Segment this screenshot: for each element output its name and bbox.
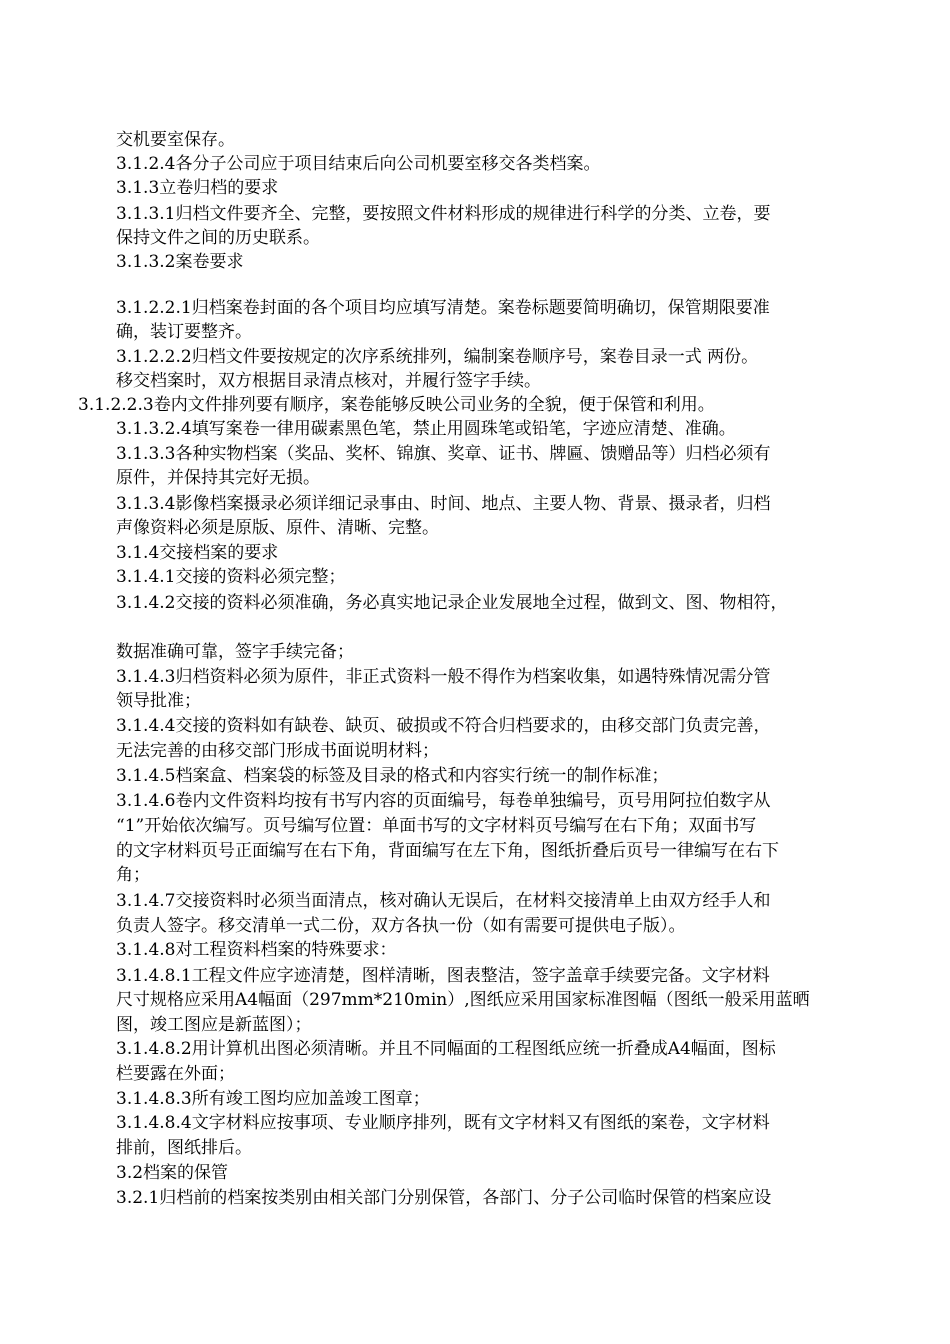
text-line: 排前，图纸排后。 — [116, 1138, 252, 1158]
text-line: 3.1.2.4各分子公司应于项目结束后向公司机要室移交各类档案。 — [116, 154, 601, 174]
text-line: 3.1.4.1交接的资料必须完整； — [116, 567, 346, 587]
text-line: 图，竣工图应是新蓝图）； — [116, 1015, 312, 1035]
text-line: 3.1.3.1归档文件要齐全、完整，要按照文件材料形成的规律进行科学的分类、立卷，要 — [116, 204, 771, 224]
text-line: 3.1.3.3各种实物档案（奖品、奖杯、锦旗、奖章、证书、牌匾、馈赠品等）归档必须有 — [116, 444, 771, 464]
text-line: 3.1.2.2.2归档文件要按规定的次序系统排列，编制案卷顺序号，案卷目录一式 两份。 — [116, 347, 759, 367]
text-line: 3.1.4.8.3所有竣工图均应加盖竣工图章； — [116, 1089, 430, 1109]
text-line: 3.1.4.7交接资料时必须当面清点，核对确认无误后，在材料交接清单上由双方经手人和 — [116, 891, 771, 911]
text-line: 原件，并保持其完好无损。 — [116, 468, 320, 488]
section-heading: 3.1.4交接档案的要求 — [116, 543, 279, 563]
text-line: 3.1.4.8.4文字材料应按事项、专业顺序排列，既有文字材料又有图纸的案卷，文字材料 — [116, 1113, 770, 1133]
text-line: 领导批准； — [116, 691, 201, 711]
text-line: 保持文件之间的历史联系。 — [116, 228, 320, 248]
text-line: 3.1.4.6卷内文件资料均按有书写内容的页面编号，每卷单独编号，页号用阿拉伯数字从 — [116, 791, 771, 811]
section-heading: 3.2档案的保管 — [116, 1163, 229, 1183]
text-line: 角； — [116, 865, 150, 885]
text-line: 声像资料必须是原版、原件、清晰、完整。 — [116, 518, 439, 538]
section-heading: 3.1.3.2案卷要求 — [116, 252, 244, 272]
text-line: 的文字材料页号正面编写在右下角，背面编写在左下角，图纸折叠后页号一律编写在右下 — [116, 841, 779, 861]
text-line: 负责人签字。移交清单一式二份，双方各执一份（如有需要可提供电子版）。 — [116, 916, 686, 936]
text-line: 3.1.4.8.2用计算机出图必须清晰。并且不同幅面的工程图纸应统一折叠成A4幅面，图标 — [116, 1039, 776, 1059]
text-line: “1”开始依次编写。页号编写位置：单面书写的文字材料页号编写在右下角；双面书写 — [116, 816, 757, 836]
text-line: 3.1.3.2.4填写案卷一律用碳素黑色笔，禁止用圆珠笔或铅笔，字迹应清楚、准确。 — [116, 419, 736, 439]
text-line: 3.2.1归档前的档案按类别由相关部门分别保管，各部门、分子公司临时保管的档案应设 — [116, 1188, 772, 1208]
text-line: 数据准确可靠，签字手续完备； — [116, 642, 354, 662]
text-line: 3.1.4.8.1工程文件应字迹清楚，图样清晰，图表整洁，签字盖章手续要完备。文字材料 — [116, 966, 770, 986]
text-line: 移交档案时，双方根据目录清点核对，并履行签字手续。 — [116, 371, 541, 391]
text-line: 3.1.4.2交接的资料必须准确，务必真实地记录企业发展地全过程，做到文、图、物相符， — [116, 593, 788, 613]
text-line: 3.1.3.4影像档案摄录必须详细记录事由、时间、地点、主要人物、背景、摄录者，归档 — [116, 494, 771, 514]
text-line: 无法完善的由移交部门形成书面说明材料； — [116, 741, 439, 761]
text-line: 3.1.2.2.1归档案卷封面的各个项目均应填写清楚。案卷标题要简明确切，保管期限要准 — [116, 298, 770, 318]
text-line: 交机要室保存。 — [116, 130, 235, 150]
section-heading: 3.1.3立卷归档的要求 — [116, 178, 279, 198]
text-line: 3.1.2.2.3卷内文件排列要有顺序，案卷能够反映公司业务的全貌，便于保管和利用。 — [78, 395, 715, 415]
text-line: 尺寸规格应采用A4幅面（297mm*210min）,图纸应采用国家标准图幅（图纸一般采用蓝晒 — [116, 990, 810, 1010]
section-heading: 3.1.4.8对工程资料档案的特殊要求： — [116, 940, 397, 960]
text-line: 3.1.4.4交接的资料如有缺卷、缺页、破损或不符合归档要求的，由移交部门负责完善， — [116, 716, 771, 736]
text-line: 3.1.4.3归档资料必须为原件，非正式资料一般不得作为档案收集，如遇特殊情况需分管 — [116, 667, 771, 687]
text-line: 确，装订要整齐。 — [116, 322, 252, 342]
text-line: 栏要露在外面； — [116, 1064, 235, 1084]
text-line: 3.1.4.5档案盒、档案袋的标签及目录的格式和内容实行统一的制作标准； — [116, 766, 669, 786]
